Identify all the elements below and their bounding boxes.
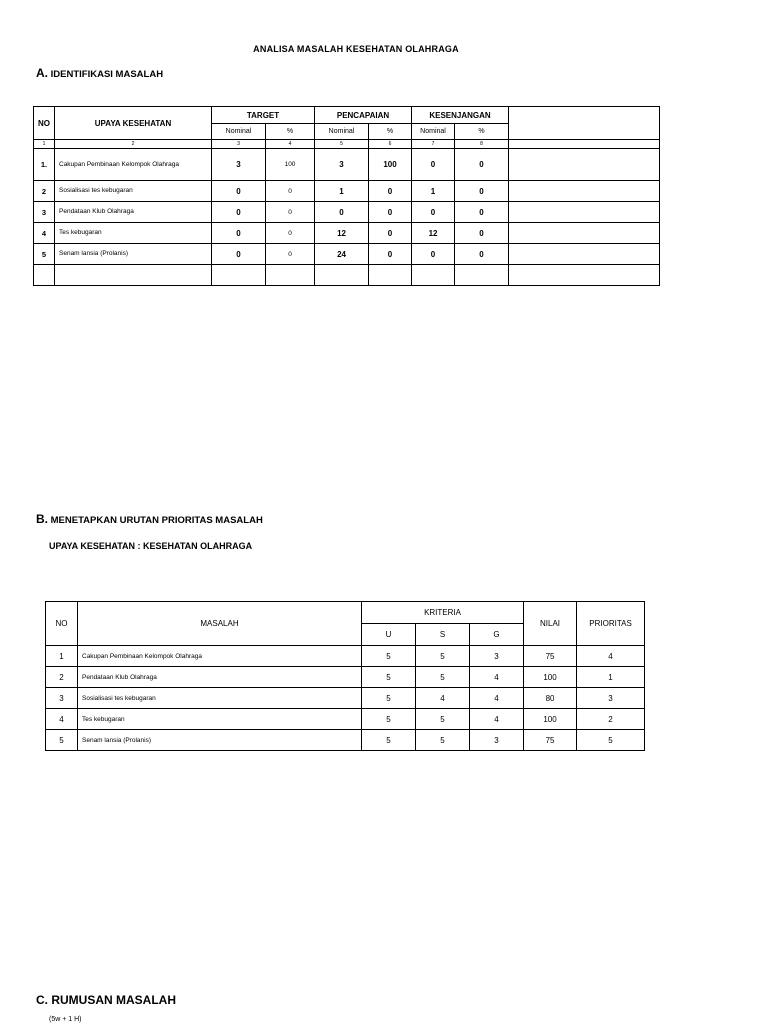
row-g: 3 (470, 646, 524, 667)
row-target-percent: 0 (266, 244, 315, 265)
table-row (34, 202, 660, 223)
section-b-letter: B. (36, 512, 48, 526)
row-prioritas: 2 (577, 709, 645, 730)
row-pencapaian-nominal: 3 (315, 149, 369, 181)
row-no: 3 (46, 688, 78, 709)
row-prioritas: 1 (577, 667, 645, 688)
column-number-blank (509, 140, 660, 149)
section-b-heading (36, 512, 263, 526)
row-s: 5 (416, 667, 470, 688)
row-target-nominal: 0 (212, 202, 266, 223)
row-upaya: Pendataan Klub Olahraga (55, 202, 212, 223)
subheader-nominal: Nominal (412, 124, 455, 140)
row-s: 4 (416, 688, 470, 709)
row-no: 5 (34, 244, 55, 265)
row-prioritas: 3 (577, 688, 645, 709)
section-a-title: IDENTIFIKASI MASALAH (50, 69, 164, 80)
row-target-nominal: 3 (212, 149, 266, 181)
header-pencapaian: PENCAPAIAN (315, 107, 412, 124)
row-pencapaian-nominal: 1 (315, 181, 369, 202)
section-b-title: MENETAPKAN URUTAN PRIORITAS MASALAH (50, 515, 263, 526)
row-masalah: Sosialisasi tes kebugaran (78, 688, 362, 709)
row-target-percent: 0 (266, 181, 315, 202)
subheader-percent: % (369, 124, 412, 140)
section-a-heading (36, 66, 163, 80)
table-row (46, 730, 645, 751)
empty-cell (455, 265, 509, 286)
empty-cell (412, 265, 455, 286)
row-s: 5 (416, 646, 470, 667)
row-target-nominal: 0 (212, 244, 266, 265)
row-s: 5 (416, 709, 470, 730)
document-title: ANALISA MASALAH KESEHATAN OLAHRAGA (253, 44, 459, 54)
header-no: NO (46, 602, 78, 646)
header-masalah: MASALAH (78, 602, 362, 646)
column-number: 2 (55, 140, 212, 149)
row-upaya: Tes kebugaran (55, 223, 212, 244)
row-pencapaian-percent: 0 (369, 223, 412, 244)
row-nilai: 80 (524, 688, 577, 709)
row-pencapaian-percent: 100 (369, 149, 412, 181)
column-number: 3 (212, 140, 266, 149)
row-masalah: Pendataan Klub Olahraga (78, 667, 362, 688)
header-g: G (470, 624, 524, 646)
row-upaya: Sosialisasi tes kebugaran (55, 181, 212, 202)
row-upaya: Cakupan Pembinaan Kelompok Olahraga (55, 149, 212, 181)
subheader-nominal: Nominal (315, 124, 369, 140)
subheader-nominal: Nominal (212, 124, 266, 140)
row-pencapaian-percent: 0 (369, 244, 412, 265)
header-kesenjangan: KESENJANGAN (412, 107, 509, 124)
empty-cell (55, 265, 212, 286)
row-kesenjangan-percent: 0 (455, 223, 509, 244)
row-kesenjangan-nominal: 12 (412, 223, 455, 244)
row-target-percent: 0 (266, 223, 315, 244)
row-pencapaian-nominal: 24 (315, 244, 369, 265)
row-target-percent: 100 (266, 149, 315, 181)
column-number: 8 (455, 140, 509, 149)
row-pencapaian-nominal: 0 (315, 202, 369, 223)
row-target-percent: 0 (266, 202, 315, 223)
row-kesenjangan-percent: 0 (455, 244, 509, 265)
header-target: TARGET (212, 107, 315, 124)
row-nilai: 75 (524, 646, 577, 667)
empty-cell (34, 265, 55, 286)
row-g: 4 (470, 688, 524, 709)
row-u: 5 (362, 709, 416, 730)
header-prioritas: PRIORITAS (577, 602, 645, 646)
section-c-note: (5w + 1 H) (49, 1016, 82, 1023)
row-kesenjangan-nominal: 0 (412, 244, 455, 265)
identifikasi-table (33, 106, 660, 286)
empty-cell (509, 265, 660, 286)
row-blank (509, 244, 660, 265)
row-g: 4 (470, 709, 524, 730)
table-row (46, 646, 645, 667)
column-number: 6 (369, 140, 412, 149)
subheader-percent: % (266, 124, 315, 140)
empty-cell (369, 265, 412, 286)
table-row (46, 688, 645, 709)
subheader-percent: % (455, 124, 509, 140)
table-row (34, 181, 660, 202)
row-no: 1. (34, 149, 55, 181)
section-c-heading: C. RUMUSAN MASALAH (36, 993, 176, 1007)
row-nilai: 100 (524, 667, 577, 688)
header-u: U (362, 624, 416, 646)
row-no: 1 (46, 646, 78, 667)
row-kesenjangan-percent: 0 (455, 181, 509, 202)
column-number: 5 (315, 140, 369, 149)
table-row (34, 149, 660, 181)
table-row (34, 244, 660, 265)
row-pencapaian-nominal: 12 (315, 223, 369, 244)
table-row (46, 667, 645, 688)
row-prioritas: 5 (577, 730, 645, 751)
table-row (34, 223, 660, 244)
section-b-subheading: UPAYA KESEHATAN : KESEHATAN OLAHRAGA (49, 541, 253, 551)
row-pencapaian-percent: 0 (369, 202, 412, 223)
header-s: S (416, 624, 470, 646)
empty-cell (266, 265, 315, 286)
table-row-empty (34, 265, 660, 286)
empty-cell (315, 265, 369, 286)
column-number: 4 (266, 140, 315, 149)
row-target-nominal: 0 (212, 181, 266, 202)
row-no: 5 (46, 730, 78, 751)
row-upaya: Senam lansia (Prolanis) (55, 244, 212, 265)
row-kesenjangan-nominal: 1 (412, 181, 455, 202)
row-blank (509, 223, 660, 244)
row-nilai: 100 (524, 709, 577, 730)
row-nilai: 75 (524, 730, 577, 751)
header-blank (509, 107, 660, 140)
row-g: 4 (470, 667, 524, 688)
row-kesenjangan-percent: 0 (455, 202, 509, 223)
row-kesenjangan-percent: 0 (455, 149, 509, 181)
row-pencapaian-percent: 0 (369, 181, 412, 202)
row-no: 4 (34, 223, 55, 244)
row-g: 3 (470, 730, 524, 751)
section-a-letter: A. (36, 66, 48, 80)
row-masalah: Tes kebugaran (78, 709, 362, 730)
row-no: 2 (46, 667, 78, 688)
row-s: 5 (416, 730, 470, 751)
row-no: 4 (46, 709, 78, 730)
row-prioritas: 4 (577, 646, 645, 667)
row-masalah: Senam lansia (Prolanis) (78, 730, 362, 751)
table-row (46, 709, 645, 730)
row-kesenjangan-nominal: 0 (412, 202, 455, 223)
row-no: 3 (34, 202, 55, 223)
empty-cell (212, 265, 266, 286)
row-target-nominal: 0 (212, 223, 266, 244)
row-u: 5 (362, 646, 416, 667)
row-u: 5 (362, 688, 416, 709)
column-number: 1 (34, 140, 55, 149)
row-u: 5 (362, 667, 416, 688)
header-no: NO (34, 107, 55, 140)
row-kesenjangan-nominal: 0 (412, 149, 455, 181)
row-u: 5 (362, 730, 416, 751)
prioritas-table (45, 601, 645, 751)
row-blank (509, 149, 660, 181)
row-no: 2 (34, 181, 55, 202)
row-blank (509, 181, 660, 202)
header-nilai: NILAI (524, 602, 577, 646)
header-upaya: UPAYA KESEHATAN (55, 107, 212, 140)
header-kriteria: KRITERIA (362, 602, 524, 624)
row-blank (509, 202, 660, 223)
column-number: 7 (412, 140, 455, 149)
row-masalah: Cakupan Pembinaan Kelompok Olahraga (78, 646, 362, 667)
